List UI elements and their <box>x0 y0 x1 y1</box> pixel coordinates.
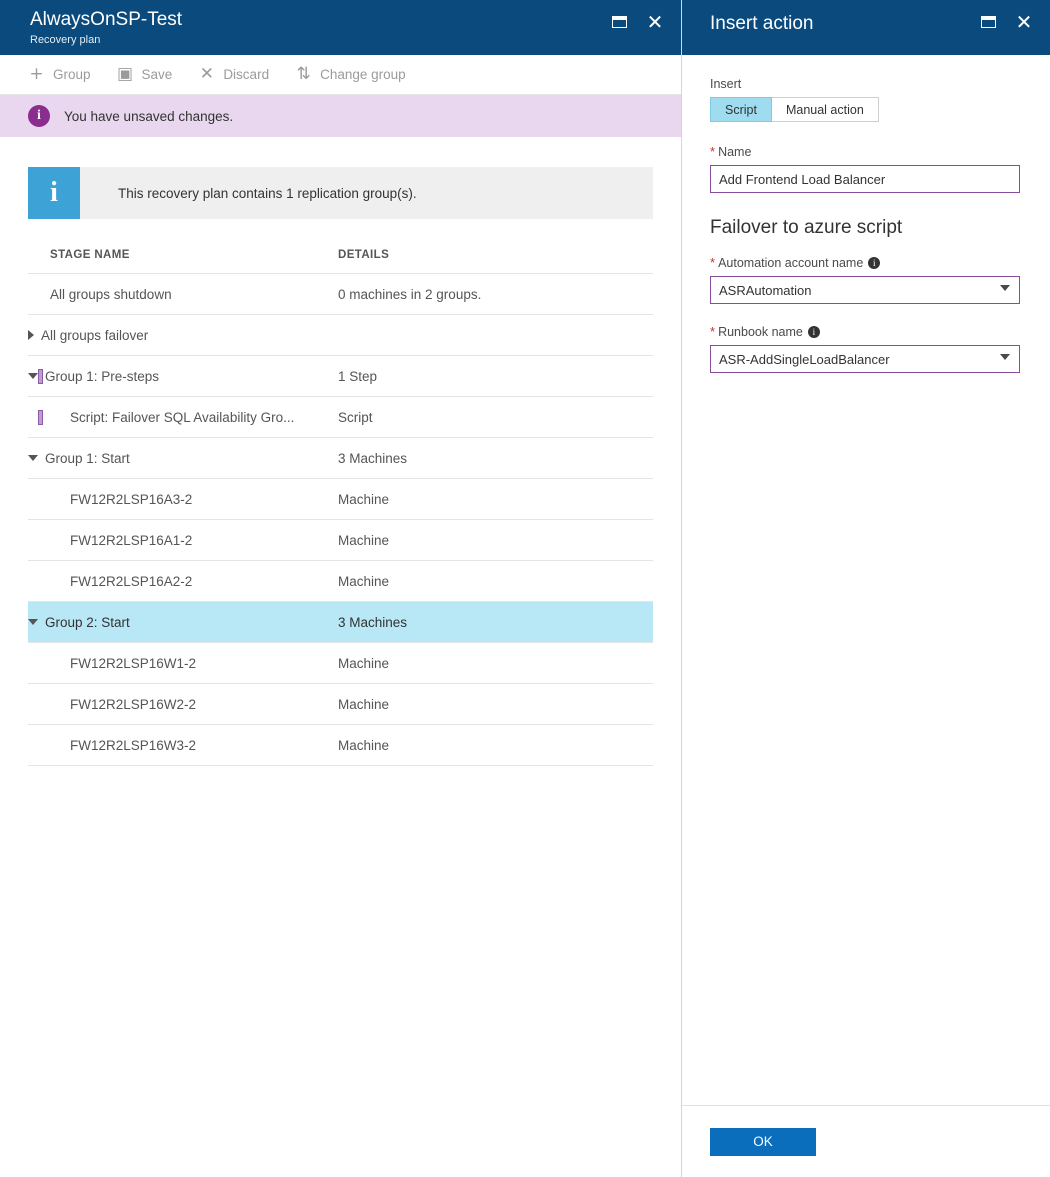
add-group-button[interactable] <box>28 66 91 83</box>
table-row[interactable] <box>28 602 653 643</box>
table-row[interactable] <box>28 725 653 766</box>
stage-details-cell <box>338 397 653 438</box>
stage-details-cell <box>338 520 653 561</box>
stage-details-label: 0 machines in 2 groups. <box>338 286 482 302</box>
stage-details-label: 3 Machines <box>338 450 408 466</box>
automation-account-select[interactable]: ASRAutomation <box>710 276 1020 304</box>
save-label: Save <box>141 67 173 82</box>
stage-details-label: 1 Step <box>338 368 378 384</box>
replication-group-info <box>28 167 653 219</box>
table-row[interactable] <box>28 520 653 561</box>
stage-details-label: Machine <box>338 573 390 589</box>
stage-name-wrap <box>28 369 338 384</box>
group-color-bar-icon <box>38 369 43 384</box>
table-row[interactable] <box>28 356 653 397</box>
chevron-down-icon[interactable] <box>28 619 38 625</box>
section-title-failover-script: Failover to azure script <box>710 217 903 238</box>
stage-details-label: 3 Machines <box>338 614 408 630</box>
stage-details-cell <box>338 725 653 766</box>
table-row[interactable] <box>28 684 653 725</box>
add-group-label: Group <box>53 67 91 82</box>
chevron-down-icon[interactable] <box>28 373 38 379</box>
stage-name-cell <box>28 438 338 479</box>
info-badge-icon: i <box>28 105 50 127</box>
runbook-select[interactable]: ASR-AddSingleLoadBalancer <box>710 345 1020 373</box>
stage-name-wrap <box>28 656 338 671</box>
stage-details-label: Machine <box>338 532 390 548</box>
required-asterisk: * <box>710 324 716 339</box>
ok-button[interactable]: OK <box>710 1128 816 1156</box>
table-row[interactable] <box>28 479 653 520</box>
change-group-label: Change group <box>320 67 406 82</box>
close-window-button-left[interactable] <box>645 12 665 32</box>
recovery-plan-content <box>0 137 681 1177</box>
stages-table-body[interactable] <box>28 274 653 766</box>
automation-account-label-text: Automation account name <box>718 256 864 270</box>
group-color-bar-icon <box>38 410 43 425</box>
automation-account-label <box>710 255 1022 270</box>
insert-action-header <box>682 0 1050 55</box>
stage-details-cell <box>338 356 653 397</box>
stage-details-cell <box>338 684 653 725</box>
stage-details-label: Script <box>338 409 373 425</box>
change-group-button[interactable] <box>295 66 406 83</box>
stage-name-cell <box>28 315 338 356</box>
stage-name-cell <box>28 520 338 561</box>
insert-label: Insert <box>710 77 742 91</box>
close-icon: ✕ <box>1015 10 1033 34</box>
name-input[interactable] <box>710 165 1020 193</box>
restore-window-button-left[interactable] <box>609 12 629 32</box>
stage-name-label: Group 2: Start <box>45 614 130 630</box>
stage-details-cell <box>338 438 653 479</box>
stage-name-cell <box>28 274 338 315</box>
stage-name-label: FW12R2LSP16A2-2 <box>70 573 193 589</box>
stage-details-label: Machine <box>338 655 390 671</box>
insert-action-title: Insert action <box>710 13 814 34</box>
required-asterisk: * <box>710 144 716 159</box>
stage-name-wrap <box>28 328 338 343</box>
stage-name-label: FW12R2LSP16W3-2 <box>70 737 197 753</box>
stage-name-label: Group 1: Start <box>45 450 130 466</box>
table-row[interactable] <box>28 643 653 684</box>
info-icon[interactable]: i <box>808 326 820 338</box>
stage-name-wrap <box>28 492 338 507</box>
close-window-button-right[interactable] <box>1014 12 1034 32</box>
required-asterisk: * <box>710 255 716 270</box>
stage-name-cell <box>28 725 338 766</box>
table-row[interactable] <box>28 397 653 438</box>
name-field-label <box>710 144 1022 159</box>
stage-details-cell <box>338 602 653 643</box>
restore-icon <box>612 16 627 28</box>
stage-name-cell <box>28 561 338 602</box>
right-window-controls <box>978 12 1034 32</box>
replication-group-info-text: This recovery plan contains 1 replication group(s). <box>118 185 417 201</box>
save-button[interactable] <box>117 66 173 83</box>
runbook-select-wrap <box>710 345 1020 373</box>
discard-button[interactable] <box>198 66 269 83</box>
stages-table <box>28 249 653 766</box>
stage-details-cell <box>338 274 653 315</box>
chevron-down-icon[interactable] <box>28 455 38 461</box>
insert-type-manual-action-button[interactable]: Manual action <box>772 97 879 122</box>
stage-name-cell <box>28 356 338 397</box>
table-row[interactable] <box>28 438 653 479</box>
info-icon: i <box>28 167 80 219</box>
unsaved-changes-text: You have unsaved changes. <box>64 108 234 124</box>
column-header-details: DETAILS <box>338 249 653 274</box>
stage-name-label: Script: Failover SQL Availability Gro... <box>70 409 295 425</box>
insert-type-toggle[interactable] <box>710 97 1022 122</box>
page-subtitle: Recovery plan <box>30 34 101 46</box>
insert-type-script-button[interactable]: Script <box>710 97 772 122</box>
recovery-plan-title-group <box>30 6 609 47</box>
runbook-label <box>710 324 1022 339</box>
stages-header-row <box>28 249 653 274</box>
change-group-icon: ⇅ <box>296 64 311 84</box>
recovery-plan-toolbar <box>0 55 681 95</box>
stage-name-wrap <box>28 451 338 466</box>
table-row[interactable] <box>28 561 653 602</box>
chevron-right-icon[interactable] <box>28 330 34 340</box>
restore-icon <box>981 16 996 28</box>
stage-name-wrap <box>28 574 338 589</box>
close-icon: ✕ <box>646 10 664 34</box>
runbook-label-text: Runbook name <box>718 325 803 339</box>
name-label-text: Name <box>718 145 752 159</box>
discard-x-icon: ✕ <box>199 64 214 84</box>
page-title: AlwaysOnSP-Test <box>30 9 183 30</box>
stage-name-label: All groups shutdown <box>50 286 172 302</box>
restore-window-button-right[interactable] <box>978 12 998 32</box>
stage-details-label: Machine <box>338 737 390 753</box>
discard-label: Discard <box>223 67 270 82</box>
recovery-plan-header <box>0 0 681 55</box>
stage-name-wrap <box>28 287 338 302</box>
stage-name-cell <box>28 479 338 520</box>
stages-table-head <box>28 249 653 274</box>
stage-name-wrap <box>28 697 338 712</box>
insert-action-body <box>682 55 1050 1105</box>
stage-name-wrap <box>28 410 338 425</box>
stage-name-cell <box>28 684 338 725</box>
stage-details-label: Machine <box>338 696 390 712</box>
stage-name-label: All groups failover <box>41 327 149 343</box>
stage-name-wrap <box>28 615 338 630</box>
stage-details-cell <box>338 643 653 684</box>
stage-name-label: Group 1: Pre-steps <box>45 368 160 384</box>
unsaved-changes-banner <box>0 95 681 137</box>
stage-name-cell <box>28 397 338 438</box>
stage-details-cell <box>338 479 653 520</box>
stage-details-label: Machine <box>338 491 390 507</box>
column-header-stage-name: STAGE NAME <box>28 249 338 274</box>
info-icon[interactable]: i <box>868 257 880 269</box>
table-row[interactable] <box>28 274 653 315</box>
save-disk-icon: ▣ <box>117 64 134 84</box>
stage-details-cell <box>338 561 653 602</box>
stage-details-cell <box>338 315 653 356</box>
automation-account-select-wrap <box>710 276 1020 304</box>
stage-name-label: FW12R2LSP16A3-2 <box>70 491 193 507</box>
left-window-controls <box>609 12 665 32</box>
insert-action-blade <box>682 0 1050 1177</box>
table-row[interactable] <box>28 315 653 356</box>
insert-action-footer <box>682 1105 1050 1177</box>
stage-name-cell <box>28 643 338 684</box>
stage-name-wrap <box>28 738 338 753</box>
plus-icon: + <box>29 64 44 84</box>
stage-name-wrap <box>28 533 338 548</box>
stage-name-label: FW12R2LSP16W1-2 <box>70 655 197 671</box>
stage-name-cell <box>28 602 338 643</box>
stage-name-label: FW12R2LSP16A1-2 <box>70 532 193 548</box>
stage-name-label: FW12R2LSP16W2-2 <box>70 696 197 712</box>
